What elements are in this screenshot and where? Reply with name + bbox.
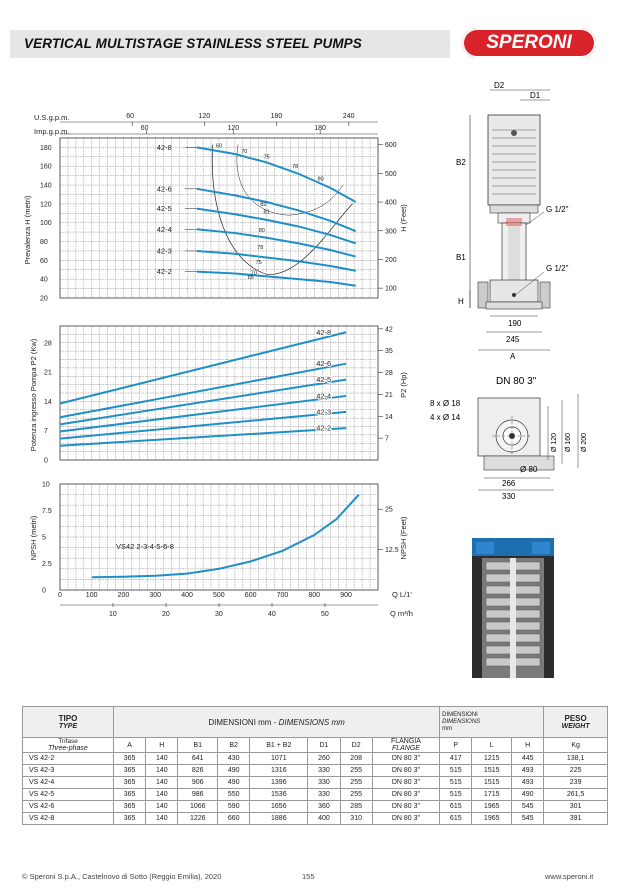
table-cell: 1515 — [472, 765, 512, 777]
x-tick-label: 700 — [276, 592, 289, 599]
pack-title: DIMENSIONI — [442, 711, 478, 718]
table-cell: 550 — [218, 789, 250, 801]
table-cell: 417 — [440, 753, 472, 765]
series-label-42-8: 42-8 — [156, 142, 172, 152]
table-cell: 365 — [114, 789, 146, 801]
table-cell: 260 — [308, 753, 340, 765]
y-axis-label: Potenza ingresso Pompa P2 (Kw) — [29, 338, 38, 452]
col-d2: D2 — [340, 738, 372, 753]
model-cell: VS 42-5 — [23, 789, 114, 801]
table-cell: 208 — [340, 753, 372, 765]
y-tick-label: 100 — [40, 220, 52, 228]
table-cell: 590 — [218, 801, 250, 813]
efficiency-annotation: 70 — [250, 270, 257, 277]
efficiency-annotation: 80 — [258, 228, 265, 235]
y-right-tick-label: 7 — [385, 435, 389, 443]
table-row — [23, 813, 608, 825]
dimensions-header — [114, 707, 440, 738]
table-cell: 301 — [544, 801, 608, 813]
table-cell: 365 — [114, 777, 146, 789]
dim-d2-label: D2 — [494, 81, 505, 90]
page-title: VERTICAL MULTISTAGE STAINLESS STEEL PUMPS — [24, 36, 362, 51]
dimensions-title-en: DIMENSIONS mm — [278, 717, 345, 727]
pump-cutaway-photo — [472, 538, 554, 678]
y-right-tick-label: 25 — [385, 506, 393, 514]
g-label-top: G 1/2" — [546, 205, 569, 214]
dim-245-label: 245 — [506, 335, 520, 344]
x-tick-label: 300 — [149, 592, 162, 599]
dim-d120-label: Ø 120 — [551, 432, 558, 452]
motor-bolt — [511, 130, 517, 136]
y-right-axis-label: NPSH (Feet) — [399, 516, 408, 560]
pack-title-en: DIMENSIONS — [442, 718, 481, 725]
model-cell: VS 42-6 — [23, 801, 114, 813]
flange-label-en: FLANGE — [391, 745, 420, 752]
table-cell: 545 — [512, 813, 544, 825]
table-cell: 1886 — [250, 813, 308, 825]
table-cell: 261,5 — [544, 789, 608, 801]
table-cell: 1066 — [178, 801, 218, 813]
series-label-42-5: 42-5 — [316, 375, 332, 385]
table-cell: 493 — [512, 765, 544, 777]
type-label: TYPE — [58, 723, 78, 730]
col-p: P — [440, 738, 472, 753]
y-tick-label: 7.5 — [42, 508, 52, 515]
model-cell: VS 42-8 — [23, 813, 114, 825]
y-right-tick-label: 42 — [385, 326, 393, 334]
table-cell: DN 80 3" — [372, 765, 439, 777]
table-cell: 255 — [340, 789, 372, 801]
x-tick-label: 800 — [308, 592, 321, 599]
y-right-axis-label: H (Feet) — [399, 204, 408, 232]
col-b2: B2 — [218, 738, 250, 753]
x2-tick-label: 50 — [321, 611, 329, 618]
table-cell: DN 80 3" — [372, 753, 439, 765]
y-right-axis-label: P2 (Hp) — [399, 372, 408, 398]
x-tick-label: 900 — [340, 592, 352, 599]
page-number: 155 — [302, 872, 315, 881]
table-cell: 365 — [114, 765, 146, 777]
top-axis-imp-label: Imp.g.p.m. — [34, 127, 70, 136]
performance-charts — [0, 60, 450, 640]
efficiency-annotation: 70 — [241, 149, 248, 156]
tipo-header — [23, 707, 114, 738]
x2-axis-label: Q m³/h — [390, 609, 413, 618]
efficiency-annotation: 65 — [247, 275, 254, 282]
y-tick-label: 7 — [44, 428, 48, 436]
threephase-label: Three-phase — [48, 745, 88, 752]
table-cell: 1536 — [250, 789, 308, 801]
motor-body — [488, 115, 540, 205]
table-cell: 1396 — [250, 777, 308, 789]
table-cell: 445 — [512, 753, 544, 765]
efficiency-annotation: 78 — [257, 245, 264, 252]
model-cell: VS 42-2 — [23, 753, 114, 765]
head-curve-42-5 — [197, 209, 356, 244]
table-cell: 365 — [114, 801, 146, 813]
table-cell: 1715 — [472, 789, 512, 801]
dim-d160-label: Ø 160 — [565, 432, 572, 452]
dim-d1-label: D1 — [530, 91, 541, 100]
footer-copyright: © Speroni S.p.A., Castelnovo di Sotto (Reggio Emilia), 2020 — [22, 872, 222, 881]
y-right-tick-label: 28 — [385, 370, 393, 378]
table-cell: 360 — [308, 801, 340, 813]
x2-tick-label: 10 — [109, 611, 117, 618]
table-cell: 310 — [340, 813, 372, 825]
table-cell: 285 — [340, 801, 372, 813]
brand-logo — [462, 28, 596, 58]
series-label-42-2: 42-2 — [156, 267, 172, 277]
dim-d200-label: Ø 200 — [581, 432, 588, 452]
power-chart — [29, 326, 408, 465]
top-axis-1-tick: 60 — [126, 113, 135, 120]
dim-266-label: 266 — [502, 479, 516, 488]
table-row — [23, 777, 608, 789]
table-cell: 615 — [440, 801, 472, 813]
y-tick-label: 10 — [42, 481, 50, 489]
dim-d80-label: Ø 80 — [520, 465, 538, 474]
y-tick-label: 180 — [40, 144, 52, 152]
y-tick-label: 140 — [40, 182, 52, 190]
x2-tick-label: 20 — [162, 611, 170, 618]
series-label-42-4: 42-4 — [156, 224, 172, 234]
flange-label: FLANGIA — [390, 738, 421, 745]
table-cell: 330 — [308, 789, 340, 801]
y-right-tick-label: 200 — [385, 256, 397, 264]
top-axis-usgpm-label: U.S.g.p.m. — [34, 113, 70, 122]
table-row — [23, 801, 608, 813]
table-cell: 140 — [146, 801, 178, 813]
table-cell: 490 — [512, 789, 544, 801]
y-right-tick-label: 600 — [385, 142, 397, 150]
bolt-8x18-label: 8 x Ø 18 — [430, 399, 461, 408]
series-label-42-2: 42-2 — [316, 423, 332, 433]
weight-header — [544, 707, 608, 738]
efficiency-annotation: 82 — [260, 201, 267, 208]
y-right-tick-label: 35 — [385, 348, 393, 356]
col-l: L — [472, 738, 512, 753]
y-tick-label: 5 — [42, 534, 46, 542]
table-cell: 1316 — [250, 765, 308, 777]
pack-unit: mm — [442, 725, 453, 732]
table-cell: 906 — [178, 777, 218, 789]
table-columns-row — [23, 738, 608, 753]
model-cell: VS 42-3 — [23, 765, 114, 777]
series-label-42-8: 42-8 — [316, 327, 332, 337]
efficiency-annotation: 78 — [292, 164, 299, 171]
table-cell: 493 — [512, 777, 544, 789]
table-cell: 430 — [218, 753, 250, 765]
table-cell: 490 — [218, 765, 250, 777]
x-tick-label: 200 — [117, 592, 130, 599]
y-right-tick-label: 500 — [385, 170, 397, 178]
table-cell: DN 80 3" — [372, 777, 439, 789]
spec-table — [22, 706, 608, 825]
y-right-tick-label: 12.5 — [385, 547, 399, 555]
x2-tick-label: 40 — [268, 611, 276, 618]
table-cell: 1656 — [250, 801, 308, 813]
y-tick-label: 160 — [40, 163, 52, 171]
table-cell: 330 — [308, 777, 340, 789]
y-tick-label: 40 — [40, 276, 48, 284]
y-right-tick-label: 300 — [385, 228, 397, 236]
series-label-42-6: 42-6 — [316, 359, 332, 369]
dim-330-label: 330 — [502, 492, 516, 501]
y-axis-label: NPSH (metri) — [29, 515, 38, 561]
trifase-label: Trifase — [58, 738, 78, 745]
table-cell: 330 — [308, 765, 340, 777]
top-axis-2-tick: 120 — [227, 125, 240, 132]
table-cell: 515 — [440, 765, 472, 777]
efficiency-annotation: 75 — [255, 260, 262, 267]
table-cell: 1515 — [472, 777, 512, 789]
table-cell: 140 — [146, 813, 178, 825]
footer-website[interactable]: www.speroni.it — [545, 872, 594, 881]
series-label-42-3: 42-3 — [156, 246, 172, 256]
table-cell: 515 — [440, 777, 472, 789]
y-axis-label: Prevalenza H (metri) — [23, 195, 32, 265]
dim-a-label: A — [510, 352, 516, 361]
table-cell: 391 — [544, 813, 608, 825]
x-tick-label: 500 — [213, 592, 225, 599]
y-tick-label: 0 — [44, 457, 48, 465]
table-cell: 140 — [146, 765, 178, 777]
table-cell: 255 — [340, 777, 372, 789]
y-tick-label: 60 — [40, 257, 48, 265]
table-cell: 826 — [178, 765, 218, 777]
table-header-row — [23, 707, 608, 738]
col-flange — [372, 738, 439, 753]
top-axis-1-tick: 240 — [342, 113, 355, 120]
table-cell: 515 — [440, 789, 472, 801]
npsh-curve — [92, 495, 359, 578]
series-label-42-5: 42-5 — [156, 204, 172, 214]
y-tick-label: 28 — [44, 340, 52, 348]
y-tick-label: 21 — [44, 369, 52, 377]
table-cell: 239 — [544, 777, 608, 789]
y-tick-label: 120 — [40, 201, 52, 209]
x-tick-label: 600 — [244, 592, 257, 599]
table-cell: 1965 — [472, 813, 512, 825]
table-cell: 365 — [114, 753, 146, 765]
y-tick-label: 0 — [42, 587, 46, 595]
table-cell: 660 — [218, 813, 250, 825]
flange-title: DN 80 3" — [496, 376, 537, 387]
npsh-chart — [29, 482, 413, 619]
table-row — [23, 789, 608, 801]
y-tick-label: 80 — [40, 239, 48, 247]
top-axis-2-tick: 180 — [314, 125, 326, 132]
table-cell: 615 — [440, 813, 472, 825]
x-tick-label: 0 — [58, 592, 62, 599]
table-cell: 400 — [308, 813, 340, 825]
col-h: H — [146, 738, 178, 753]
efficiency-annotation: 81 — [263, 209, 270, 216]
table-cell: 1226 — [178, 813, 218, 825]
bolt-4x14-label: 4 x Ø 14 — [430, 413, 461, 422]
model-cell: VS 42-4 — [23, 777, 114, 789]
table-body — [23, 753, 608, 825]
g-label-bottom: G 1/2" — [546, 264, 569, 273]
table-cell: 545 — [512, 801, 544, 813]
col-b1: B1 — [178, 738, 218, 753]
dimensions-title: DIMENSIONI mm - — [208, 717, 279, 727]
efficiency-annotation: 60 — [215, 143, 222, 150]
dim-b2-label: B2 — [456, 158, 466, 167]
table-cell: 1215 — [472, 753, 512, 765]
table-cell: DN 80 3" — [372, 813, 439, 825]
weight-title: PESO — [564, 714, 587, 723]
table-cell: 138,1 — [544, 753, 608, 765]
x-tick-label: 400 — [181, 592, 193, 599]
table-cell: 365 — [114, 813, 146, 825]
top-axis-1-tick: 120 — [198, 113, 211, 120]
col-a: A — [114, 738, 146, 753]
phase-label-cell — [23, 738, 114, 753]
weight-title-en: WEIGHT — [561, 723, 590, 730]
head-curve-42-3 — [197, 251, 356, 271]
table-cell: 1071 — [250, 753, 308, 765]
efficiency-annotation: 75 — [263, 154, 270, 161]
series-label-42-4: 42-4 — [316, 391, 332, 401]
table-cell: 1965 — [472, 801, 512, 813]
table-cell: 140 — [146, 753, 178, 765]
table-cell: 140 — [146, 777, 178, 789]
efficiency-annotation: 80 — [317, 176, 324, 183]
y-tick-label: 14 — [44, 398, 52, 406]
table-cell: 490 — [218, 777, 250, 789]
pack-header — [440, 707, 544, 738]
head-chart — [23, 113, 408, 303]
y-right-tick-label: 21 — [385, 391, 393, 399]
brand-logo-text: SPERONI — [486, 32, 572, 53]
series-label-42-6: 42-6 — [156, 184, 172, 194]
dim-190-label: 190 — [508, 319, 522, 328]
y-right-tick-label: 400 — [385, 199, 397, 207]
flange-drawing — [430, 394, 588, 501]
dim-b1-label: B1 — [456, 253, 466, 262]
pump-drawing — [456, 81, 569, 361]
efficiency-curve — [237, 145, 343, 216]
y-tick-label: 20 — [40, 295, 48, 303]
top-axis-1-tick: 180 — [270, 113, 283, 120]
y-right-tick-label: 14 — [385, 413, 393, 421]
table-cell: 225 — [544, 765, 608, 777]
table-cell: DN 80 3" — [372, 789, 439, 801]
table-row — [23, 753, 608, 765]
technical-drawings — [430, 60, 627, 660]
x2-tick-label: 30 — [215, 611, 223, 618]
col-d1: D1 — [308, 738, 340, 753]
head-curve-42-6 — [197, 189, 356, 231]
top-axis-2-tick: 60 — [140, 125, 149, 132]
npsh-series-label: VS42 2-3-4-5-6-8 — [116, 542, 174, 551]
dim-h-label: H — [458, 297, 464, 306]
table-cell: DN 80 3" — [372, 801, 439, 813]
table-cell: 641 — [178, 753, 218, 765]
table-cell: 140 — [146, 789, 178, 801]
table-cell: 986 — [178, 789, 218, 801]
col-b1b2: B1 + B2 — [250, 738, 308, 753]
table-row — [23, 765, 608, 777]
tipo-label: TIPO — [58, 714, 78, 723]
x-tick-label: 100 — [85, 592, 98, 599]
y-right-tick-label: 100 — [385, 285, 397, 293]
x-axis-label: Q L/1' — [392, 590, 412, 599]
col-kg: Kg — [544, 738, 608, 753]
col-pack-h: H — [512, 738, 544, 753]
efficiency-curve — [212, 145, 352, 275]
table-cell: 255 — [340, 765, 372, 777]
y-tick-label: 2.5 — [42, 561, 52, 568]
series-label-42-3: 42-3 — [316, 407, 332, 417]
